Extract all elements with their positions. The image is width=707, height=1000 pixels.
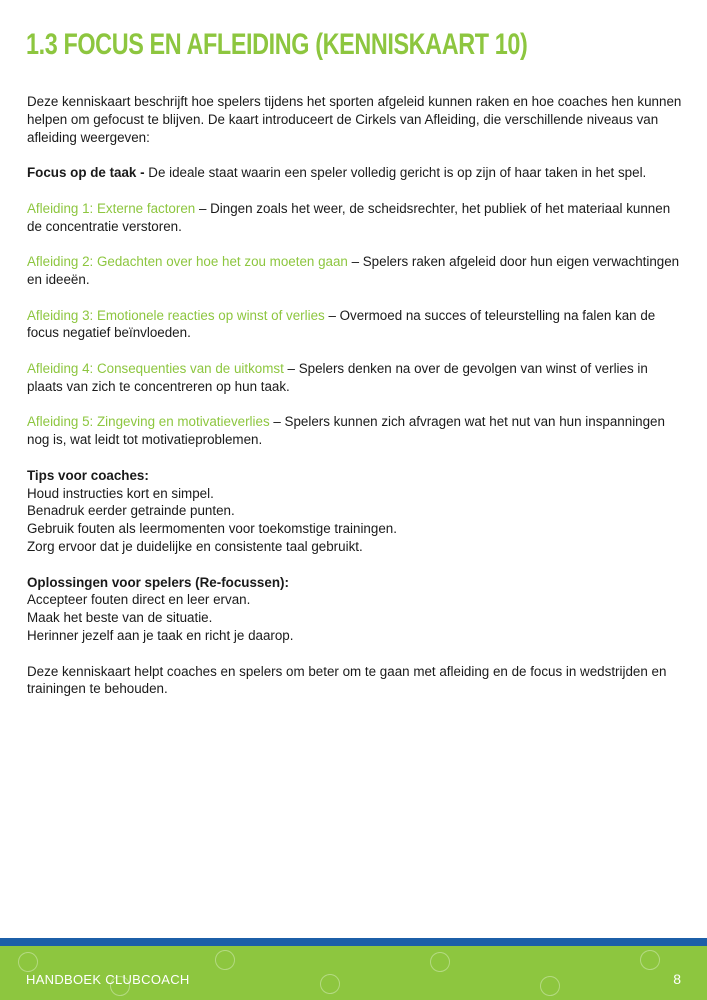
distraction-2 bbox=[27, 253, 682, 289]
solutions-heading: Oplossingen voor spelers (Re-focussen): bbox=[27, 574, 289, 590]
distraction-1 bbox=[27, 200, 682, 236]
distraction-text: – Spelers denken na over de gevolgen van winst of verlies in plaats van zich te concentreren op hun taak. bbox=[27, 360, 648, 394]
distraction-label: Afleiding 1: Externe factoren bbox=[27, 200, 196, 216]
watermark-icon bbox=[426, 948, 454, 976]
watermark-icon bbox=[636, 946, 664, 974]
distraction-5 bbox=[27, 413, 682, 449]
solution-item: Accepteer fouten direct en leer ervan. bbox=[27, 592, 251, 608]
watermark-icon bbox=[316, 970, 344, 998]
tips-heading: Tips voor coaches: bbox=[27, 467, 149, 483]
focus-paragraph bbox=[27, 164, 682, 182]
solutions-section bbox=[27, 574, 682, 645]
tip-item: Houd instructies kort en simpel. bbox=[27, 485, 214, 501]
watermark-icon bbox=[536, 972, 564, 1000]
distraction-label: Afleiding 5: Zingeving en motivatieverlies bbox=[27, 414, 270, 430]
distraction-text: – Overmoed na succes of teleurstelling na falen kan de focus negatief beïnvloeden. bbox=[27, 307, 656, 341]
tips-section bbox=[27, 467, 682, 556]
distraction-label: Afleiding 4: Consequenties van de uitkomst bbox=[27, 360, 284, 376]
tip-item: Benadruk eerder getrainde punten. bbox=[27, 503, 235, 519]
focus-text: De ideale staat waarin een speler volledig gericht is op zijn of haar taken in het spel. bbox=[144, 165, 647, 181]
watermark-icon bbox=[211, 946, 239, 974]
distraction-text: – Dingen zoals het weer, de scheidsrechter, het publiek of het materiaal kunnen de concentratie verstoren. bbox=[27, 200, 671, 234]
solution-item: Herinner jezelf aan je taak en richt je daarop. bbox=[27, 627, 294, 643]
footer-stripe bbox=[0, 938, 707, 946]
focus-label: Focus op de taak - bbox=[27, 165, 145, 181]
tip-item: Gebruik fouten als leermomenten voor toekomstige trainingen. bbox=[27, 521, 397, 537]
distraction-label: Afleiding 3: Emotionele reacties op winst of verlies bbox=[27, 307, 325, 323]
tip-item: Zorg ervoor dat je duidelijke en consistente taal gebruikt. bbox=[27, 538, 363, 554]
distraction-text: – Spelers raken afgeleid door hun eigen verwachtingen en ideeën. bbox=[27, 254, 680, 287]
distraction-3 bbox=[27, 307, 682, 343]
distraction-4 bbox=[27, 360, 682, 396]
footer-band bbox=[0, 946, 707, 1000]
page-footer bbox=[0, 938, 707, 1000]
distraction-label: Afleiding 2: Gedachten over hoe het zou moeten gaan bbox=[27, 254, 348, 270]
document-body bbox=[27, 93, 682, 716]
page-title: 1.3 FOCUS EN AFLEIDING (KENNISKAART 10) bbox=[26, 28, 528, 61]
intro-paragraph: Deze kenniskaart beschrijft hoe spelers tijdens het sporten afgeleid kunnen raken en hoe coaches hen kunnen helpen om gefocust te blijven. De kaart introduceert de Cirkels van Afleiding, die verschillende niveaus van afleiding weergeven: bbox=[27, 94, 682, 145]
solution-item: Maak het beste van de situatie. bbox=[27, 610, 213, 626]
footer-title: HANDBOEK CLUBCOACH bbox=[26, 972, 190, 987]
page-number: 8 bbox=[673, 971, 681, 987]
distraction-text: – Spelers kunnen zich afvragen wat het nut van hun inspanningen nog is, wat leidt tot motivatieproblemen. bbox=[27, 414, 665, 448]
closing-paragraph: Deze kenniskaart helpt coaches en spelers om beter om te gaan met afleiding en de focus in wedstrijden en trainingen te behouden. bbox=[27, 663, 667, 697]
